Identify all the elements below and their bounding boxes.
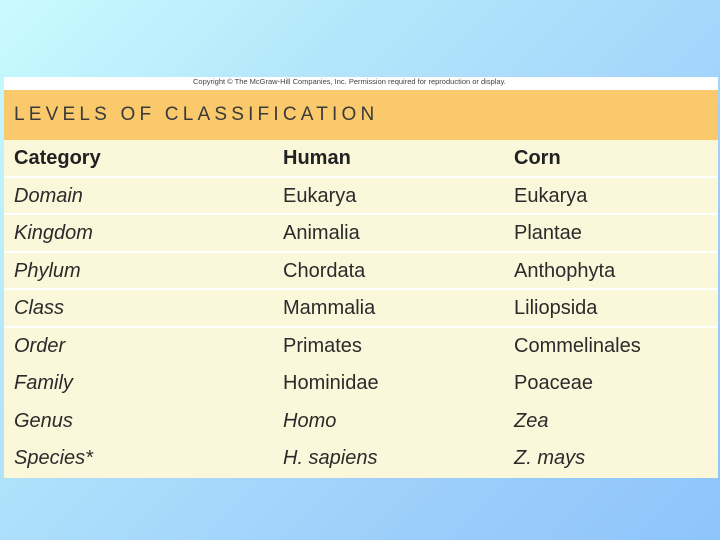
classification-table-figure	[4, 77, 718, 478]
row-category: Genus	[14, 409, 73, 432]
row-corn: Liliopsida	[514, 297, 598, 319]
row-category: Domain	[14, 184, 83, 207]
table-row	[4, 215, 718, 253]
row-corn: Plantae	[514, 222, 582, 244]
row-category: Order	[14, 334, 66, 357]
table-title-band	[4, 90, 718, 140]
header-corn: Corn	[514, 147, 561, 169]
table-row	[4, 403, 718, 441]
row-category: Phylum	[14, 259, 81, 282]
table-row	[4, 290, 718, 328]
row-category: Class	[14, 297, 65, 319]
table-row	[4, 178, 718, 216]
table-row	[4, 328, 718, 366]
header-category: Category	[14, 147, 101, 169]
table-row	[4, 440, 718, 478]
row-corn: Eukarya	[514, 184, 588, 207]
table-header-row	[4, 140, 718, 178]
row-corn: Anthophyta	[514, 259, 616, 282]
row-corn: Zea	[514, 409, 549, 432]
row-human: H. sapiens	[283, 447, 378, 469]
row-category: Family	[14, 372, 73, 394]
header-human: Human	[283, 147, 351, 169]
row-category: Species*	[14, 447, 93, 469]
row-human: Chordata	[283, 259, 366, 282]
row-human: Primates	[283, 334, 362, 357]
row-category: Kingdom	[14, 222, 93, 244]
row-human: Homo	[283, 409, 337, 432]
row-corn: Commelinales	[514, 334, 641, 357]
row-corn: Z. mays	[514, 447, 586, 469]
copyright-notice: Copyright © The McGraw-Hill Companies, Inc. Permission required for reproduction or display.	[193, 77, 506, 86]
classification-table	[4, 140, 718, 478]
row-human: Eukarya	[283, 184, 357, 207]
row-human: Hominidae	[283, 372, 379, 394]
row-human: Mammalia	[283, 297, 376, 319]
table-row	[4, 253, 718, 291]
table-row	[4, 365, 718, 403]
table-title: LEVELS OF CLASSIFICATION	[14, 104, 379, 125]
row-human: Animalia	[283, 222, 360, 244]
row-corn: Poaceae	[514, 372, 593, 394]
